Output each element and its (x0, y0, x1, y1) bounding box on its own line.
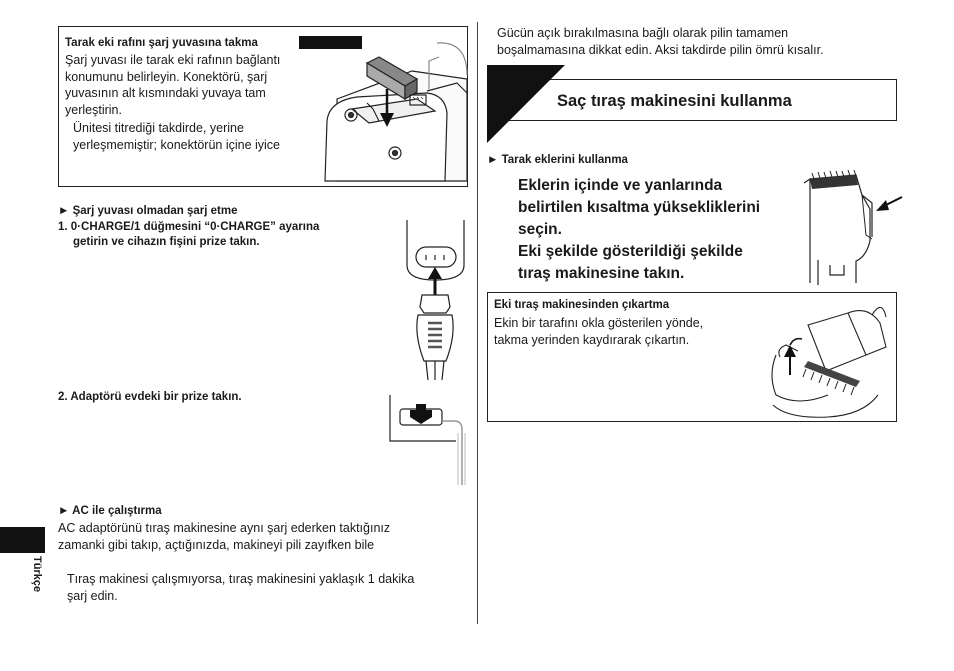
no-stand-step2: 2. Adaptörü evdeki bir prize takın. (58, 391, 242, 403)
attach-rack-box (58, 26, 468, 187)
language-tab-label: Türkçe (31, 556, 43, 593)
charging-stand-illustration (317, 31, 467, 181)
bullet-triangle-icon: ► (487, 154, 499, 166)
attach-rack-title: Tarak eki rafını şarj yuvasına takma (65, 37, 258, 49)
battery-warning: Gücün açık bırakılmasına bağlı olarak pilin tamamen boşalmamasına dikkat edin. Aksi takdirde pilin ömrü kısalır. (497, 26, 824, 57)
remove-comb-title: Eki tıraş makinesinden çıkartma (494, 299, 670, 311)
ac-note: Tıraş makinesi çalışmıyorsa, tıraş makinesini yaklaşık 1 dakika şarj edin. (67, 572, 415, 603)
clipper-with-comb-illustration (800, 165, 910, 285)
comb-usage-heading: ► Tarak eklerini kullanma (487, 154, 628, 166)
language-tab-block (0, 527, 45, 553)
remove-comb-text: Ekin bir tarafını okla gösterilen yönde, takma yerinden kaydırarak çıkartın. (494, 316, 704, 347)
attach-rack-text: Şarj yuvası ile tarak eki rafının bağlantı konumunu belirleyin. Konektörü, şarj yuvasının alt kısmındaki yuvaya tam yerleştirin. (65, 53, 281, 117)
no-stand-heading: ► Şarj yuvası olmadan şarj etme (58, 205, 238, 217)
instruction-2: Eki şekilde gösterildiği şekilde tıraş makinesine takın. (518, 243, 743, 282)
column-divider (477, 22, 478, 624)
section-header-triangle (487, 65, 567, 145)
remove-comb-box (487, 292, 897, 422)
wall-outlet-illustration (388, 393, 468, 488)
bullet-triangle-icon: ► (58, 505, 70, 517)
instruction-1: Eklerin içinde ve yanlarında belirtilen kısaltma yüksekliklerini seçin. (518, 177, 761, 238)
adapter-plug-illustration (402, 215, 472, 380)
attach-rack-note: Ünitesi titrediği takdirde, yerine yerleşmemiştir; konektörün içine iyice (73, 121, 281, 152)
remove-comb-illustration (768, 295, 893, 420)
no-stand-step1: 1. 0·CHARGE/1 düğmesini “0·CHARGE” ayarına getirin ve cihazın fişini prize takın. (58, 221, 320, 248)
bullet-triangle-icon: ► (58, 205, 70, 217)
ac-text: AC adaptörünü tıraş makinesine aynı şarj ederken taktığınız zamanki gibi takıp, açtığınızda, makineyi pili zayıfken bile (58, 521, 391, 552)
ac-heading: ► AC ile çalıştırma (58, 505, 162, 517)
section-title: Saç tıraş makinesini kullanma (557, 92, 792, 110)
